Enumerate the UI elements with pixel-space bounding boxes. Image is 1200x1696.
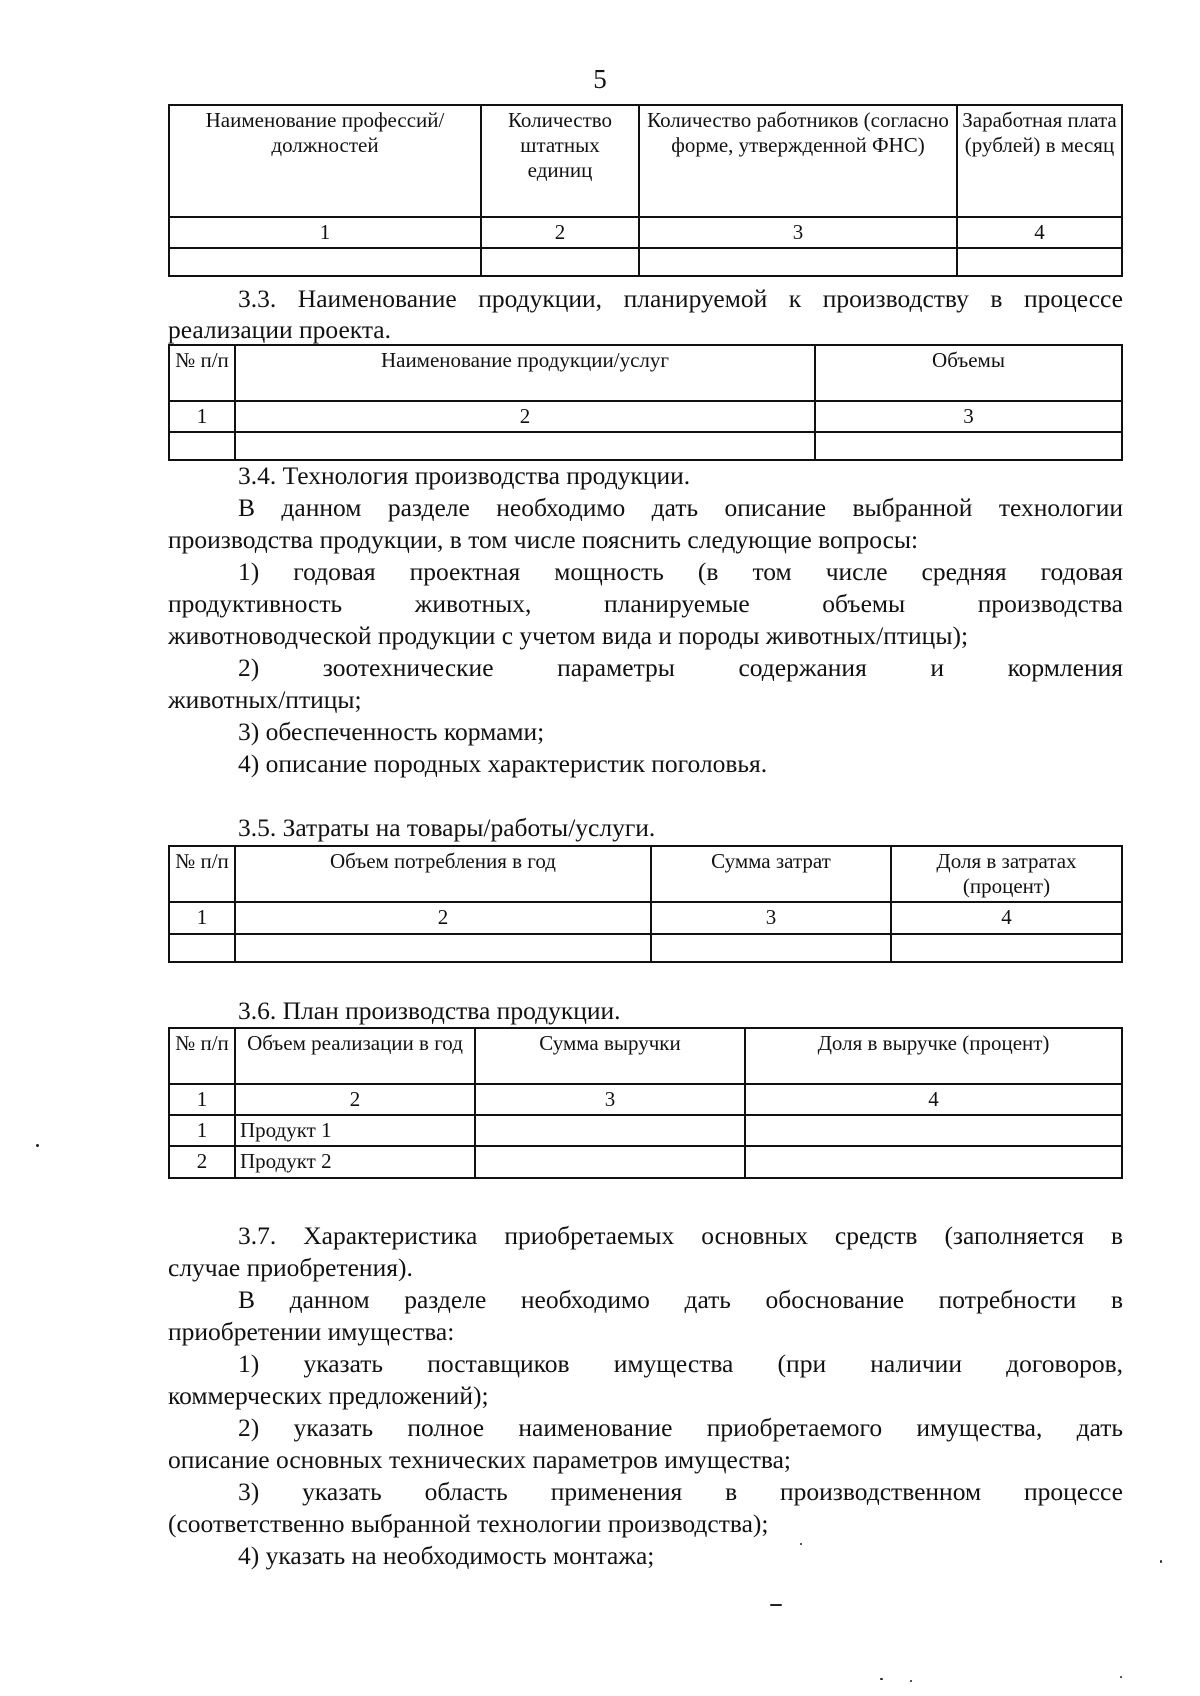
section-3-4-intro-cont — [168, 524, 1123, 556]
empty-cell — [235, 432, 815, 460]
column-number-row — [169, 401, 1122, 432]
staff-table — [168, 104, 1123, 277]
column-number: 4 — [745, 1084, 1122, 1115]
column-number: 1 — [169, 1084, 235, 1115]
column-number: 2 — [235, 902, 651, 933]
list-item — [168, 1476, 1123, 1508]
empty-cell — [475, 1115, 745, 1146]
empty-cell — [235, 934, 651, 962]
header-cell: Наименование профессий/должностей — [169, 105, 481, 217]
list-item — [168, 1412, 1123, 1444]
column-number: 4 — [891, 902, 1122, 933]
column-number: 2 — [235, 401, 815, 432]
header-cell: Объем реализации в год — [235, 1028, 475, 1084]
table-header-row — [169, 1028, 1122, 1084]
header-cell: № п/п — [169, 846, 235, 902]
text-line: продуктивность животных, планируемые объемы производства — [168, 589, 1123, 618]
column-number: 4 — [957, 217, 1122, 248]
list-item-cont — [168, 588, 1123, 620]
table-row — [169, 934, 1122, 962]
column-number: 1 — [169, 902, 235, 933]
scan-speck — [910, 1680, 912, 1682]
column-number: 3 — [815, 401, 1122, 432]
section-3-7-intro-cont — [168, 1316, 1123, 1348]
text-line: производства продукции, в том числе пояснить следующие вопросы: — [168, 525, 919, 554]
list-item-cont — [168, 1380, 1123, 1412]
column-number: 3 — [639, 217, 957, 248]
column-number-row — [169, 902, 1122, 933]
header-cell: Доля в затратах (процент) — [891, 846, 1122, 902]
section-3-7-title — [168, 1220, 1123, 1252]
scan-speck — [800, 1543, 802, 1545]
text-line: 3) указать область применения в производственном процессе — [238, 1477, 1123, 1506]
page-number: 5 — [593, 64, 607, 94]
text-line: 1) годовая проектная мощность (в том числе средняя годовая — [238, 557, 1123, 586]
header-cell: Количество штатных единиц — [481, 105, 639, 217]
column-number: 1 — [169, 401, 235, 432]
column-number: 1 — [169, 217, 481, 248]
column-number: 3 — [651, 902, 891, 933]
text-line: 3.3. Наименование продукции, планируемой к производству в процессе — [238, 284, 1123, 313]
list-item-cont — [168, 1444, 1123, 1476]
column-number-row — [169, 1084, 1122, 1115]
text-line: реализации проекта. — [168, 315, 391, 344]
empty-cell — [957, 248, 1122, 276]
text-line: В данном разделе необходимо дать обоснование потребности в — [238, 1285, 1123, 1314]
list-item — [168, 652, 1123, 684]
header-cell: Сумма выручки — [475, 1028, 745, 1084]
column-number: 2 — [235, 1084, 475, 1115]
section-3-4-title: 3.4. Технология производства продукции. — [238, 461, 691, 490]
list-item — [168, 1348, 1123, 1380]
row-number: 1 — [169, 1115, 235, 1146]
header-cell: Наименование продукции/услуг — [235, 345, 815, 401]
text-line: 3.7. Характеристика приобретаемых основных средств (заполняется в — [238, 1221, 1123, 1250]
empty-cell — [475, 1146, 745, 1177]
text-line: коммерческих предложений); — [168, 1381, 489, 1410]
scan-speck — [1120, 1676, 1122, 1678]
empty-cell — [169, 934, 235, 962]
header-cell: Сумма затрат — [651, 846, 891, 902]
empty-cell — [745, 1146, 1122, 1177]
section-3-3-title — [168, 283, 1123, 315]
section-3-6-title: 3.6. План производства продукции. — [238, 996, 621, 1025]
column-number-row — [169, 217, 1122, 248]
text-line: В данном разделе необходимо дать описание выбранной технологии — [238, 493, 1123, 522]
product-name: Продукт 1 — [235, 1115, 475, 1146]
list-item: 3) обеспеченность кормами; — [238, 717, 545, 746]
list-item — [168, 556, 1123, 588]
empty-cell — [169, 432, 235, 460]
scan-speck — [880, 1678, 883, 1680]
column-number: 2 — [481, 217, 639, 248]
products-table — [168, 344, 1123, 461]
empty-cell — [169, 248, 481, 276]
list-item-cont — [168, 684, 1123, 716]
list-item-cont — [168, 620, 1123, 652]
text-line: описание основных технических параметров имущества; — [168, 1445, 791, 1474]
table-header-row — [169, 105, 1122, 217]
text-line: животных/птицы; — [168, 685, 362, 714]
section-3-5-title: 3.5. Затраты на товары/работы/услуги. — [238, 813, 656, 842]
section-3-3-title-cont — [168, 314, 1123, 346]
table-row — [169, 1146, 1122, 1177]
empty-cell — [745, 1115, 1122, 1146]
table-row — [169, 1115, 1122, 1146]
table-row — [169, 432, 1122, 460]
text-line: животноводческой продукции с учетом вида и породы животных/птицы); — [168, 621, 969, 650]
empty-cell — [481, 248, 639, 276]
empty-cell — [639, 248, 957, 276]
scan-speck — [1160, 1560, 1162, 1563]
costs-table — [168, 845, 1123, 963]
empty-cell — [815, 432, 1122, 460]
text-line: (соответственно выбранной технологии производства); — [168, 1509, 769, 1538]
product-name: Продукт 2 — [235, 1146, 475, 1177]
scan-speck — [770, 1604, 782, 1606]
header-cell: Объем потребления в год — [235, 846, 651, 902]
text-line: 2) указать полное наименование приобретаемого имущества, дать — [238, 1413, 1123, 1442]
text-line: случае приобретения). — [168, 1253, 413, 1282]
table-row — [169, 248, 1122, 276]
header-cell: Доля в выручке (процент) — [745, 1028, 1122, 1084]
text-line: 2) зоотехнические параметры содержания и кормления — [238, 653, 1123, 682]
empty-cell — [651, 934, 891, 962]
header-cell: Объемы — [815, 345, 1122, 401]
plan-table — [168, 1027, 1123, 1179]
text-line: приобретении имущества: — [168, 1317, 455, 1346]
list-item: 4) указать на необходимость монтажа; — [238, 1541, 655, 1570]
table-header-row — [169, 846, 1122, 902]
section-3-7-title-cont — [168, 1252, 1123, 1284]
section-3-7-intro — [168, 1284, 1123, 1316]
row-number: 2 — [169, 1146, 235, 1177]
column-number: 3 — [475, 1084, 745, 1115]
list-item: 4) описание породных характеристик поголовья. — [238, 749, 768, 778]
section-3-4-intro — [168, 492, 1123, 524]
table-header-row — [169, 345, 1122, 401]
header-cell: № п/п — [169, 345, 235, 401]
scan-speck — [36, 1144, 39, 1147]
header-cell: № п/п — [169, 1028, 235, 1084]
list-item-cont — [168, 1508, 1123, 1540]
header-cell: Количество работников (согласно форме, утвержденной ФНС) — [639, 105, 957, 217]
text-line: 1) указать поставщиков имущества (при наличии договоров, — [238, 1349, 1123, 1378]
header-cell: Заработная плата (рублей) в месяц — [957, 105, 1122, 217]
empty-cell — [891, 934, 1122, 962]
